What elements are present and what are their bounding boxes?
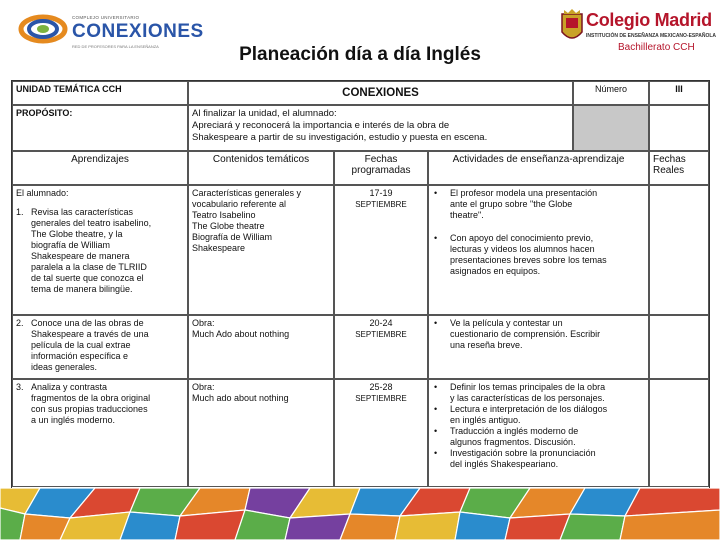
- conexiones-emblem-icon: [18, 12, 68, 46]
- planning-table: [12, 81, 709, 488]
- learning-line: 1. Revisa las características: [16, 207, 134, 217]
- col-dates-line: Fechas: [364, 154, 398, 165]
- coat-of-arms-icon: [560, 8, 584, 46]
- page-title: Planeación día a día Inglés: [239, 44, 481, 65]
- learning-line: The Globe theatre, y la: [31, 229, 123, 239]
- planning-document: [11, 80, 710, 489]
- col-activities: Actividades de enseñanza-aprendizaje: [428, 151, 649, 185]
- row2-learning: [12, 315, 188, 379]
- unit-name: CONEXIONES: [188, 81, 573, 105]
- logo-wordmark: CONEXIONES: [72, 21, 204, 42]
- learning-line: información específica e: [31, 351, 129, 361]
- content-line: Shakespeare: [192, 243, 246, 253]
- activity-item: • Con apoyo del conocimiento previo, lecturas y videos los alumnos hacen presentaciones breves sobre los temas asignados en equipos.: [432, 233, 645, 277]
- date-range: 17-19: [369, 188, 393, 198]
- learning-line: película de la cual extrae: [31, 340, 131, 350]
- row3-contents: [188, 379, 334, 487]
- content-line: Much Ado about nothing: [192, 329, 290, 339]
- purpose-gray-cell: [573, 105, 649, 151]
- learning-line: paralela a la clase de TLRIID: [31, 262, 147, 272]
- activity-item: • Definir los temas principales de la obra y las características de los personajes.: [432, 382, 645, 404]
- learning-line: Shakespeare a través de una: [31, 329, 149, 339]
- learning-intro: El alumnado:: [16, 188, 69, 198]
- learning-line: generales del teatro isabelino,: [31, 218, 152, 228]
- row1-contents: [188, 185, 334, 315]
- purpose-line: Al finalizar la unidad, el alumnado:: [192, 108, 337, 119]
- learning-line: 2. Conoce una de las obras de: [16, 318, 144, 328]
- unit-label: UNIDAD TEMÁTICA CCH: [12, 81, 188, 105]
- row1-real-dates: [649, 185, 709, 315]
- content-line: Biografía de William: [192, 232, 273, 242]
- date-range: 20-24: [369, 318, 393, 328]
- learning-line: Shakespeare de manera: [31, 251, 130, 261]
- number-value: III: [649, 81, 709, 105]
- col-real-dates: [649, 151, 709, 185]
- decorative-mosaic-border: [0, 488, 720, 540]
- activity-item: • Lectura e interpretación de los diálogos en inglés antiguo.: [432, 404, 645, 426]
- content-line: Teatro Isabelino: [192, 210, 256, 220]
- date-range: 25-28: [369, 382, 393, 392]
- learning-line: tema de manera bilingüe.: [31, 284, 133, 294]
- logo-small-text: COMPLEJO UNIVERSITARIO: [72, 15, 140, 20]
- purpose-line: Shakespeare a partir de su investigación, estudio y puesta en escena.: [192, 132, 488, 143]
- logo-tagline: RED DE PROFESORES PARA LA ENSEÑANZA: [72, 44, 159, 49]
- col-dates: [334, 151, 428, 185]
- school-program: Bachillerato CCH: [618, 42, 695, 53]
- date-month: SEPTIEMBRE: [355, 200, 407, 209]
- row2-real-dates: [649, 315, 709, 379]
- row3-dates: [334, 379, 428, 487]
- purpose-line: Apreciará y reconocerá la importancia e interés de la obra de: [192, 120, 450, 131]
- learning-line: fragmentos de la obra original: [31, 393, 151, 403]
- content-line: Much ado about nothing: [192, 393, 289, 403]
- number-label: Número: [573, 81, 649, 105]
- row1-dates: [334, 185, 428, 315]
- learning-line: de tal suerte que conozca el: [31, 273, 144, 283]
- row1-activities: [428, 185, 649, 315]
- learning-number: 2.: [16, 318, 24, 328]
- learning-line: biografía de William: [31, 240, 111, 250]
- purpose-label: PROPÓSITO:: [12, 105, 188, 151]
- activity-item: • Investigación sobre la pronunciación del inglés Shakespeariano.: [432, 448, 645, 470]
- content-line: vocabulario referente al: [192, 199, 287, 209]
- content-line: Obra:: [192, 382, 215, 392]
- activity-item: • Traducción a inglés moderno de algunos fragmentos. Discusión.: [432, 426, 645, 448]
- date-month: SEPTIEMBRE: [355, 330, 407, 339]
- activity-item: • El profesor modela una presentación ante el grupo sobre "the Globe theatre".: [432, 188, 645, 221]
- learning-line: 3. Analiza y contrasta: [16, 382, 108, 392]
- row2-activities: [428, 315, 649, 379]
- row2-dates: [334, 315, 428, 379]
- col-real-dates-line: Reales: [653, 165, 685, 176]
- content-line: Características generales y: [192, 188, 302, 198]
- col-contents: Contenidos temáticos: [188, 151, 334, 185]
- col-dates-line: programadas: [351, 165, 411, 176]
- col-real-dates-line: Fechas: [653, 154, 686, 165]
- school-name: Colegio Madrid: [586, 10, 712, 30]
- row3-real-dates: [649, 379, 709, 487]
- learning-number: 3.: [16, 382, 24, 392]
- row3-learning: [12, 379, 188, 487]
- learning-line: con sus propias traducciones: [31, 404, 148, 414]
- learning-line: a un inglés moderno.: [31, 415, 116, 425]
- learning-number: 1.: [16, 207, 24, 217]
- purpose-text: [188, 105, 573, 151]
- learning-line: ideas generales.: [31, 362, 98, 372]
- content-line: Obra:: [192, 318, 215, 328]
- school-subtitle: INSTITUCIÓN DE ENSEÑANZA MEXICANO-ESPAÑOLA: [586, 33, 717, 39]
- row2-contents: [188, 315, 334, 379]
- col-learning: Aprendizajes: [12, 151, 188, 185]
- activity-item: • Ve la película y contestar un cuestionario de comprensión. Escribir una reseña breve.: [432, 318, 645, 351]
- row3-activities: [428, 379, 649, 487]
- purpose-empty-cell: [649, 105, 709, 151]
- row1-learning: [12, 185, 188, 315]
- content-line: The Globe theatre: [192, 221, 265, 231]
- date-month: SEPTIEMBRE: [355, 394, 407, 403]
